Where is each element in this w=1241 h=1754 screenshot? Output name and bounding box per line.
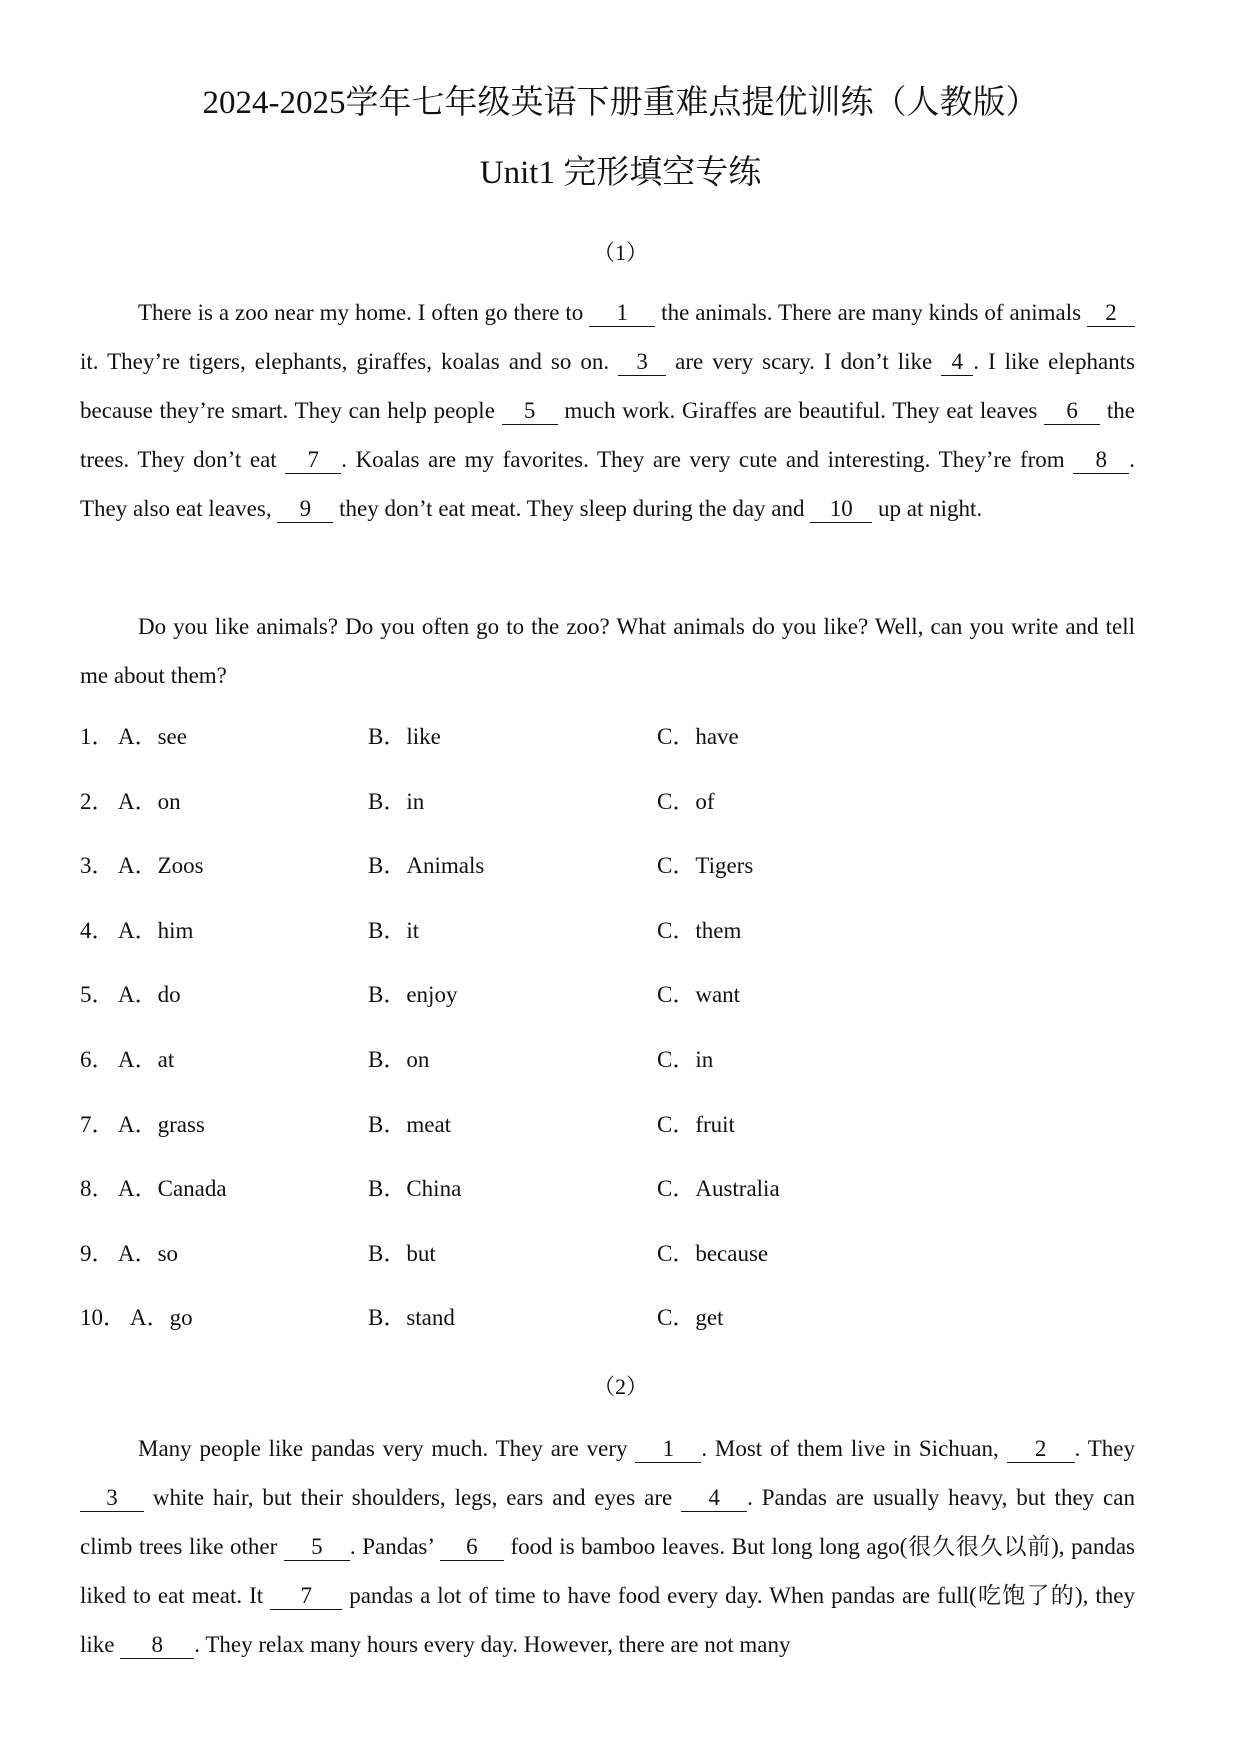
cloze-blank-5: 5 (502, 398, 558, 425)
unit-subtitle: Unit1 完形填空专练 (479, 155, 762, 191)
option-a: A．see (118, 724, 187, 749)
answer-options-list (80, 718, 1180, 1364)
option-c: C．in (657, 1046, 714, 1072)
passage-text: Many people like pandas very much. They are very (138, 1436, 636, 1461)
question-row (80, 1106, 1180, 1171)
passage-text: . Pandas are usually heavy, but they can climb trees like other (80, 1485, 1135, 1559)
option-b: B．like (368, 724, 441, 749)
cloze-blank-8: 8 (120, 1632, 194, 1659)
question-number: 7． (80, 1111, 115, 1137)
question-number: 1． (80, 724, 115, 749)
cloze-blank-9: 9 (277, 496, 333, 523)
cloze-blank-5: 5 (284, 1534, 350, 1561)
option-c: C．of (657, 788, 715, 814)
option-c: C．have (657, 724, 739, 749)
option-c: C．fruit (657, 1111, 735, 1137)
passage-text: are very scary. I don’t like (666, 349, 942, 374)
option-c: C．Australia (657, 1176, 780, 1202)
option-b: B．Animals (368, 853, 485, 879)
option-a: A．so (118, 1240, 179, 1266)
cloze-blank-2: 2 (1007, 1436, 1075, 1463)
option-b: B．meat (368, 1111, 452, 1137)
option-b: B．enjoy (368, 982, 458, 1008)
cloze-blank-4: 4 (681, 1485, 747, 1512)
passage-text: There is a zoo near my home. I often go there to (138, 300, 590, 325)
passage-text: . They also eat leaves, (80, 447, 1135, 521)
option-a: A．on (118, 788, 181, 814)
cloze-blank-1: 1 (589, 300, 655, 327)
cloze-blank-3: 3 (618, 349, 666, 376)
option-a: A．at (118, 1046, 175, 1072)
question-row (80, 912, 1180, 977)
passage-2-paragraph-1 (80, 1424, 1135, 1669)
cloze-blank-6: 6 (1044, 398, 1100, 425)
option-a: A．grass (118, 1111, 205, 1137)
option-c: C．because (657, 1240, 769, 1266)
passage-text: . They (1074, 1436, 1136, 1461)
question-row (80, 718, 1180, 783)
question-number: 6． (80, 1046, 115, 1072)
question-number: 9． (80, 1240, 115, 1266)
option-c: C．want (657, 982, 741, 1008)
cloze-blank-10: 10 (810, 496, 872, 523)
question-number: 5． (80, 982, 115, 1008)
passage-text: . Most of them live in Sichuan, (701, 1436, 1007, 1461)
passage-1-label: （1） (592, 240, 648, 265)
passage-text: . Pandas’ (349, 1534, 440, 1559)
question-row (80, 976, 1180, 1041)
question-row (80, 1299, 1180, 1364)
cloze-blank-7: 7 (270, 1583, 342, 1610)
passage-text: it. They’re tigers, elephants, giraffes, koalas and so on. (80, 349, 619, 374)
option-b: B．but (368, 1240, 436, 1266)
passage-text: the trees. They don’t eat (80, 398, 1135, 472)
option-c: C．them (657, 917, 742, 943)
option-a: A．Canada (118, 1176, 227, 1202)
question-number: 3． (80, 853, 115, 879)
passage-2-label: （2） (592, 1374, 648, 1399)
question-number: 4． (80, 917, 115, 943)
question-number: 10． (80, 1305, 126, 1331)
option-b: B．in (368, 788, 425, 814)
question-number: 2． (80, 788, 115, 814)
cloze-blank-3: 3 (80, 1485, 144, 1512)
option-b: B．on (368, 1046, 430, 1072)
cloze-blank-4: 4 (941, 349, 973, 376)
question-row (80, 847, 1180, 912)
passage-text: pandas a lot of time to have food every day. When pandas are full(吃饱了的), they like (80, 1583, 1135, 1657)
passage-text: much work. Giraffes are beautiful. They eat leaves (557, 398, 1045, 423)
cloze-blank-2: 2 (1087, 300, 1135, 327)
option-a: A．do (118, 982, 181, 1008)
passage-text: food is bamboo leaves. But long long ago(很久很久以前), pandas liked to eat meat. It (80, 1534, 1135, 1608)
question-row (80, 1235, 1180, 1300)
option-a: A．go (130, 1305, 193, 1331)
option-b: B．stand (368, 1305, 455, 1331)
cloze-blank-1: 1 (635, 1436, 701, 1463)
cloze-blank-6: 6 (440, 1534, 504, 1561)
passage-text: white hair, but their shoulders, legs, ears and eyes are (144, 1485, 682, 1510)
question-number: 8． (80, 1176, 115, 1202)
question-row (80, 1170, 1180, 1235)
passage-text: . I like elephants because they’re smart. They can help people (80, 349, 1135, 423)
passage-text: up at night. (872, 496, 983, 521)
question-row (80, 1041, 1180, 1106)
option-c: C．Tigers (657, 853, 754, 879)
passage-text: the animals. There are many kinds of animals (655, 300, 1087, 325)
option-a: A．Zoos (118, 853, 204, 879)
option-b: B．China (368, 1176, 462, 1202)
passage-text: . Koalas are my favorites. They are very cute and interesting. They’re from (341, 447, 1074, 472)
worksheet-title: 2024-2025学年七年级英语下册重难点提优训练（人教版） (202, 85, 1039, 121)
cloze-blank-8: 8 (1073, 447, 1129, 474)
passage-text: . They relax many hours every day. However, there are not many (194, 1632, 791, 1657)
cloze-blank-7: 7 (285, 447, 341, 474)
option-b: B．it (368, 917, 420, 943)
passage-1-paragraph-1 (80, 288, 1135, 533)
option-a: A．him (118, 917, 194, 943)
passage-text: they don’t eat meat. They sleep during the day and (333, 496, 811, 521)
question-row (80, 783, 1180, 848)
passage-1-paragraph-2: Do you like animals? Do you often go to the zoo? What animals do you like? Well, can you write and tell me about them? (80, 614, 1135, 688)
option-c: C．get (657, 1305, 724, 1331)
